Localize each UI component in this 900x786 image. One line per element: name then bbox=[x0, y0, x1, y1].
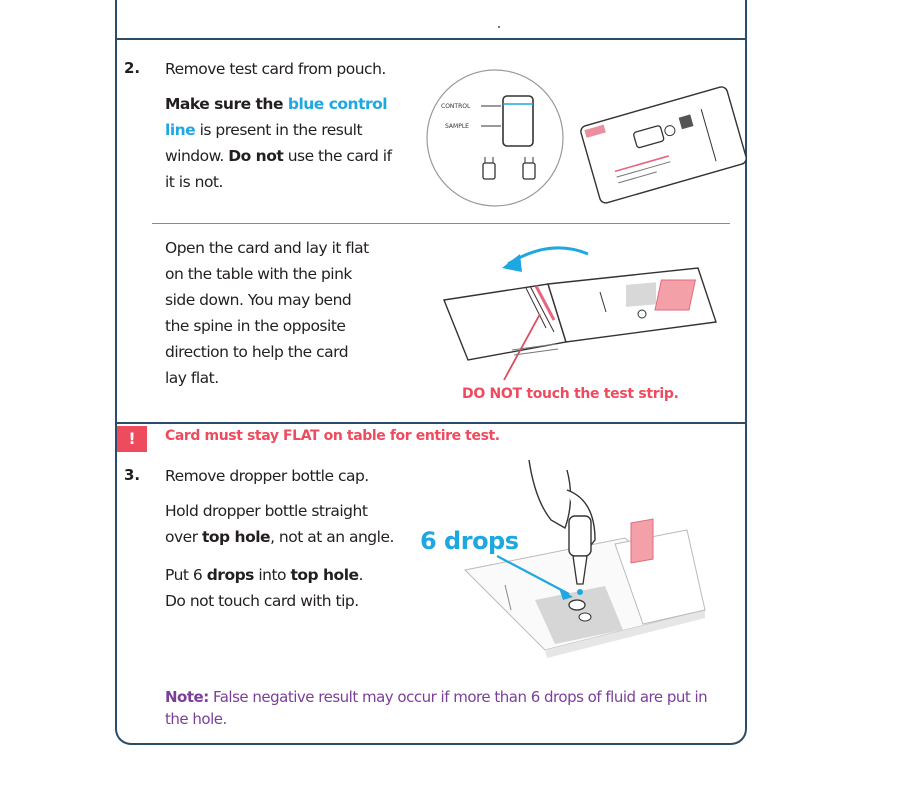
top-divider bbox=[115, 38, 747, 40]
sample-label: SAMPLE bbox=[445, 123, 469, 130]
step-3-put-line bbox=[165, 563, 363, 587]
put-6-text: Put 6 bbox=[165, 566, 207, 584]
step-2-title: Remove test card from pouch. bbox=[165, 60, 386, 78]
make-sure-text: Make sure the bbox=[165, 95, 288, 113]
step-3-hold-line-1: Hold dropper bottle straight bbox=[165, 502, 368, 520]
alert-text: Card must stay FLAT on table for entire test. bbox=[165, 428, 500, 444]
open-card-line-5: direction to help the card bbox=[165, 343, 349, 361]
result-window-text: is present in the result bbox=[195, 121, 363, 139]
step-3-title: Remove dropper bottle cap. bbox=[165, 467, 369, 485]
do-not-touch-caption: DO NOT touch the test strip. bbox=[462, 386, 679, 402]
result-window-illustration bbox=[425, 68, 565, 208]
test-card-closed-illustration bbox=[570, 92, 750, 202]
step-2-line-1 bbox=[165, 92, 387, 116]
line-highlight-text: line bbox=[165, 121, 196, 139]
window-text: window. bbox=[165, 147, 229, 165]
open-card-line-6: lay flat. bbox=[165, 369, 219, 387]
note-label: Note: bbox=[165, 688, 209, 706]
step-2-line-3 bbox=[165, 144, 392, 168]
section-divider-main bbox=[115, 422, 747, 424]
period-text: . bbox=[358, 566, 363, 584]
page-tick-mark bbox=[498, 26, 500, 28]
open-card-illustration bbox=[430, 230, 730, 390]
section-divider bbox=[152, 223, 730, 224]
do-not-text: Do not bbox=[228, 147, 284, 165]
six-drops-label: 6 drops bbox=[420, 527, 519, 555]
open-card-line-4: the spine in the opposite bbox=[165, 317, 346, 335]
open-card-line-3: side down. You may bend bbox=[165, 291, 352, 309]
use-card-text: use the card if bbox=[283, 147, 392, 165]
note-text: False negative result may occur if more than 6 drops of fluid are put in the hole. bbox=[165, 688, 708, 728]
dropper-illustration bbox=[455, 460, 715, 675]
open-card-line-1: Open the card and lay it flat bbox=[165, 239, 369, 257]
step-2-number: 2. bbox=[124, 59, 141, 77]
false-negative-note bbox=[165, 686, 725, 730]
step-3-number: 3. bbox=[124, 466, 141, 484]
control-label: CONTROL bbox=[441, 103, 471, 110]
step-3-hold-line-2 bbox=[165, 525, 394, 549]
step-2-line-2 bbox=[165, 118, 362, 142]
top-hole-text: top hole bbox=[202, 528, 271, 546]
top-hole-text-2: top hole bbox=[290, 566, 359, 584]
step-2-line-4: it is not. bbox=[165, 173, 223, 191]
alert-icon: ! bbox=[117, 426, 147, 452]
open-card-line-2: on the table with the pink bbox=[165, 265, 352, 283]
bend-arrow-icon bbox=[502, 254, 522, 272]
step-3-no-touch: Do not touch card with tip. bbox=[165, 592, 359, 610]
not-angle-text: , not at an angle. bbox=[270, 528, 394, 546]
drops-text: drops bbox=[206, 566, 254, 584]
into-text: into bbox=[253, 566, 291, 584]
over-text: over bbox=[165, 528, 202, 546]
blue-control-text: blue control bbox=[287, 95, 388, 113]
